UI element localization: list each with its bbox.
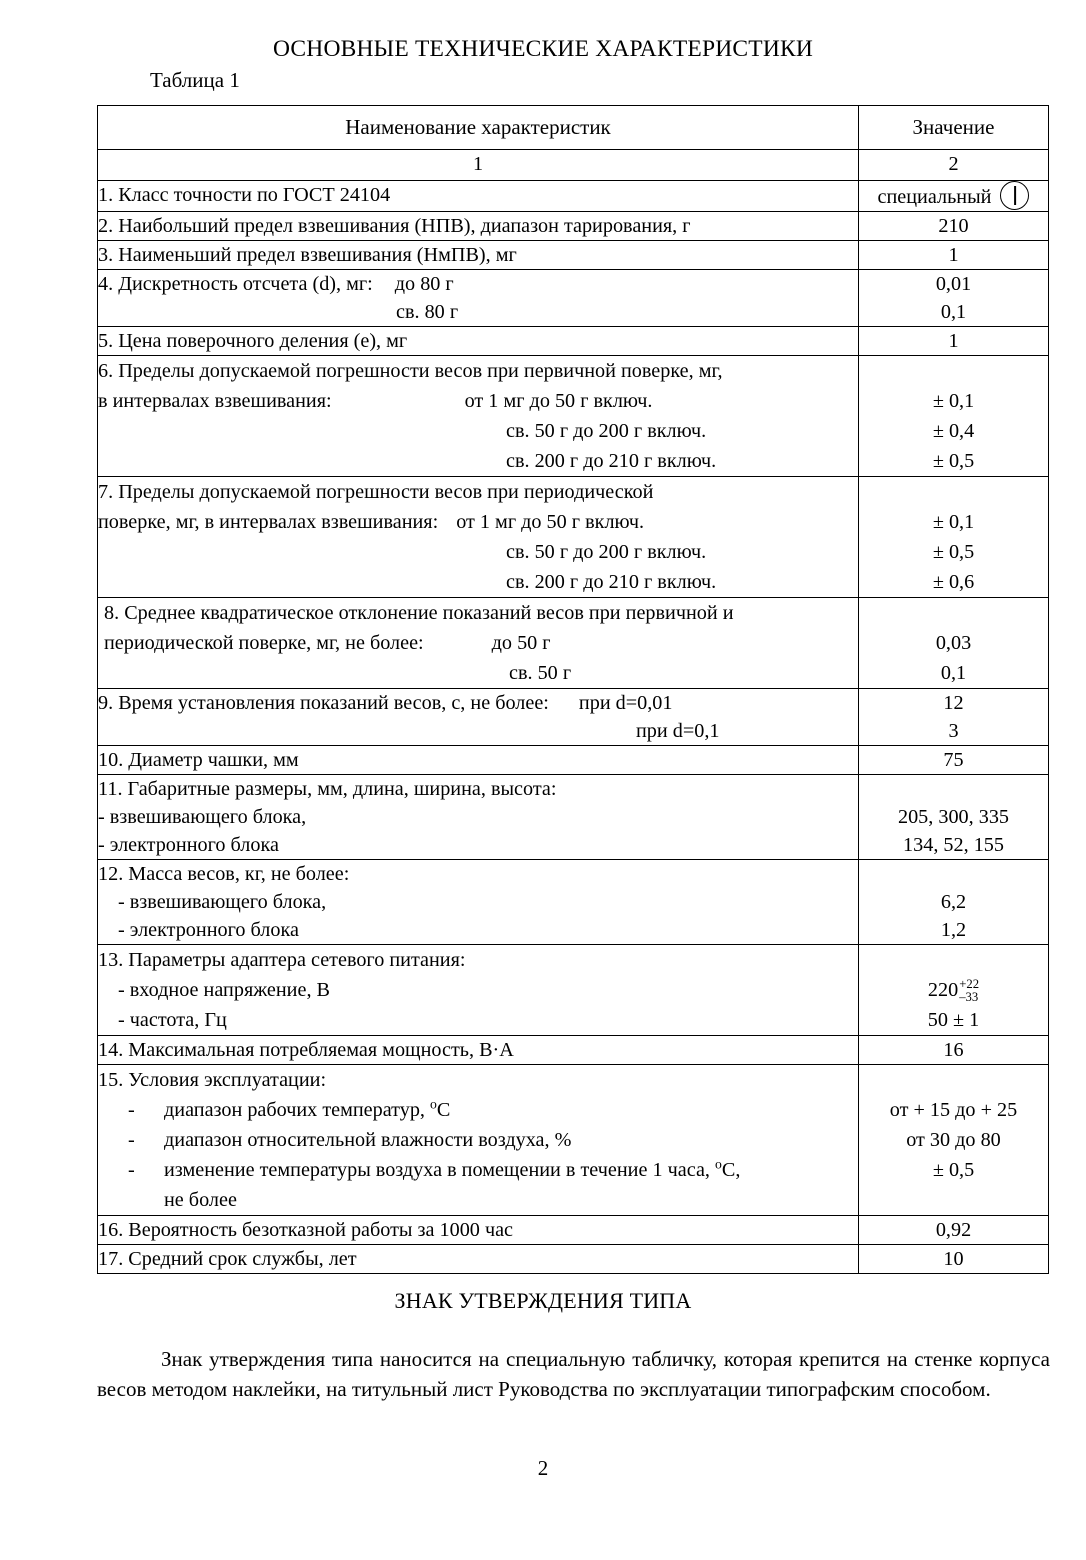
row-7-sub-3: св. 200 г до 210 г включ. xyxy=(506,570,717,593)
table-column-number-row xyxy=(98,150,1049,180)
bullet-dash-icon: - xyxy=(128,1158,135,1181)
table-row xyxy=(98,1244,1049,1273)
row-7-value xyxy=(859,476,1049,597)
row-6-value-2: ± 0,4 xyxy=(932,419,975,442)
row-12-head: 12. Масса весов, кг, не более: xyxy=(98,862,350,885)
row-8-value-2: 0,1 xyxy=(940,661,967,684)
table-row xyxy=(98,240,1049,269)
row-6-head: 6. Пределы допускаемой погрешности весов при первичной поверке, мг, xyxy=(98,359,723,382)
row-15-value-1: от + 15 до + 25 xyxy=(889,1098,1018,1121)
row-7-sub-2: св. 50 г до 200 г включ. xyxy=(506,540,707,563)
row-11-value-2: 134, 52, 155 xyxy=(903,833,1004,856)
row-6-name xyxy=(98,355,859,476)
row-16-text: 16. Вероятность безотказной работы за 1000 час xyxy=(98,1218,514,1241)
row-13-voltage-value: 220 xyxy=(927,978,959,1001)
row-11-value-1: 205, 300, 335 xyxy=(897,805,1010,828)
column-number-1: 1 xyxy=(98,150,859,180)
row-13-frequency-value: 50 ± 1 xyxy=(927,1008,980,1031)
row-2-value xyxy=(859,211,1049,240)
row-8-value xyxy=(859,597,1049,688)
row-4-name xyxy=(98,269,859,326)
voltage-tolerance-lower: –33 xyxy=(959,989,979,1004)
row-17-name xyxy=(98,1244,859,1273)
row-6-value-3: ± 0,5 xyxy=(932,449,975,472)
approval-section-paragraph: Знак утверждения типа наносится на специальную табличку, которая крепится на стенке корпуса весов методом наклейки, на титульный лист Руководства по эксплуатации типографским способом. xyxy=(97,1347,1050,1401)
table-row xyxy=(98,1215,1049,1244)
row-16-value-text: 0,92 xyxy=(935,1218,972,1241)
row-3-value xyxy=(859,240,1049,269)
row-15-bullet-1: диапазон рабочих температур, xyxy=(164,1098,431,1121)
row-1-text: 1. Класс точности по ГОСТ 24104 xyxy=(98,183,391,206)
row-15-head: 15. Условия эксплуатации: xyxy=(98,1068,327,1091)
bullet-dash-icon: - xyxy=(128,1098,135,1121)
degree-unit-1: C xyxy=(436,1098,451,1121)
degree-symbol-1: o xyxy=(430,1095,437,1111)
row-15-bullet-2: диапазон относительной влажности воздуха, % xyxy=(164,1128,572,1151)
specifications-table xyxy=(97,105,1049,1274)
row-8-sub-1: до 50 г xyxy=(491,631,551,654)
row-14-text: 14. Максимальная потребляемая мощность, В·А xyxy=(98,1038,514,1061)
row-10-name xyxy=(98,745,859,774)
table-row xyxy=(98,688,1049,745)
row-12-value xyxy=(859,859,1049,944)
row-9-value-1: 12 xyxy=(943,691,964,714)
voltage-tolerance xyxy=(959,978,979,1004)
approval-section-title: ЗНАК УТВЕРЖДЕНИЯ ТИПА xyxy=(394,1288,692,1313)
row-2-text: 2. Наибольший предел взвешивания (НПВ), диапазон тарирования, г xyxy=(98,214,691,237)
row-15-name: 15. Условия эксплуатации: - диапазон рабочих температур, $^o$C - диапазон относительной влажности воздуха, % - изменение температуры воздуха в помещении в течение 1 часа, $^o$C, не более xyxy=(98,1064,859,1215)
row-9-sub-2: при d=0,1 xyxy=(636,719,720,742)
column-number-2: 2 xyxy=(859,150,1049,180)
row-16-name xyxy=(98,1215,859,1244)
row-12-value-2: 1,2 xyxy=(940,918,967,941)
row-9-sub-1: при d=0,01 xyxy=(578,691,673,714)
row-17-value-text: 10 xyxy=(943,1247,964,1270)
table-row xyxy=(98,476,1049,597)
row-7-label: поверке, мг, в интервалах взвешивания: xyxy=(98,510,439,533)
table-row xyxy=(98,269,1049,326)
row-1-value-text: специальный xyxy=(877,185,992,208)
row-4-value-1: 0,01 xyxy=(935,272,972,295)
table-caption: Таблица 1 xyxy=(150,68,240,92)
row-2-name xyxy=(98,211,859,240)
bullet-dash-icon: - xyxy=(128,1128,135,1151)
row-3-value-text: 1 xyxy=(948,243,959,266)
row-6-value xyxy=(859,355,1049,476)
row-4-sub-1: до 80 г xyxy=(394,272,454,295)
row-2-value-text: 210 xyxy=(938,214,969,237)
row-15-value xyxy=(859,1064,1049,1215)
row-7-name xyxy=(98,476,859,597)
row-10-value-text: 75 xyxy=(943,748,964,771)
row-14-value xyxy=(859,1035,1049,1064)
row-6-sub-3: св. 200 г до 210 г включ. xyxy=(506,449,717,472)
row-15-bullet-3: изменение температуры воздуха в помещении в течение 1 часа, xyxy=(164,1158,715,1181)
table-row xyxy=(98,859,1049,944)
header-value: Значение xyxy=(859,106,1049,150)
row-1-value xyxy=(859,180,1049,211)
row-17-value xyxy=(859,1244,1049,1273)
header-characteristic-name: Наименование характеристик xyxy=(98,106,859,150)
row-13-name xyxy=(98,944,859,1035)
table-row xyxy=(98,597,1049,688)
row-8-label: периодической поверке, мг, не более: xyxy=(104,631,424,654)
row-12-value-1: 6,2 xyxy=(940,890,967,913)
row-13-sub-2: - частота, Гц xyxy=(118,1008,227,1031)
row-11-value xyxy=(859,774,1049,859)
row-11-head: 11. Габаритные размеры, мм, длина, ширина, высота: xyxy=(98,777,557,800)
row-6-value-1: ± 0,1 xyxy=(932,389,975,412)
row-4-sub-2: св. 80 г xyxy=(396,300,459,323)
row-4-value-2: 0,1 xyxy=(940,300,967,323)
row-14-name xyxy=(98,1035,859,1064)
accuracy-class-special-icon xyxy=(1000,181,1029,210)
row-5-value xyxy=(859,326,1049,355)
table-header-row xyxy=(98,106,1049,150)
row-15-value-2: от 30 до 80 xyxy=(906,1128,1001,1151)
row-12-name xyxy=(98,859,859,944)
row-17-text: 17. Средний срок службы, лет xyxy=(98,1247,357,1270)
row-7-value-3: ± 0,6 xyxy=(932,570,975,593)
page-title: ОСНОВНЫЕ ТЕХНИЧЕСКИЕ ХАРАКТЕРИСТИКИ xyxy=(272,36,814,62)
degree-unit-2: C xyxy=(721,1158,736,1181)
row-13-head: 13. Параметры адаптера сетевого питания: xyxy=(98,948,466,971)
row-6-sub-1: от 1 мг до 50 г включ. xyxy=(464,389,653,412)
row-10-value xyxy=(859,745,1049,774)
row-13-value xyxy=(859,944,1049,1035)
table-row xyxy=(98,944,1049,1035)
page-number: 2 xyxy=(537,1456,549,1480)
row-9-value-2: 3 xyxy=(948,719,959,742)
degree-symbol-2: o xyxy=(715,1155,722,1171)
row-9-name xyxy=(98,688,859,745)
row-5-value-text: 1 xyxy=(948,329,959,352)
row-5-text: 5. Цена поверочного деления (e), мг xyxy=(98,329,408,352)
row-15-bullet-3-tail: не более xyxy=(164,1188,237,1211)
row-9-value xyxy=(859,688,1049,745)
row-7-value-2: ± 0,5 xyxy=(932,540,975,563)
row-7-head: 7. Пределы допускаемой погрешности весов при периодической xyxy=(98,480,654,503)
row-10-text: 10. Диаметр чашки, мм xyxy=(98,748,299,771)
row-8-value-1: 0,03 xyxy=(935,631,972,654)
table-row xyxy=(98,211,1049,240)
row-12-sub-2: - электронного блока xyxy=(118,918,299,941)
row-11-name xyxy=(98,774,859,859)
row-4-value xyxy=(859,269,1049,326)
table-row xyxy=(98,326,1049,355)
row-9-label: 9. Время установления показаний весов, с, не более: xyxy=(98,691,549,714)
row-4-main-text: 4. Дискретность отсчета (d), мг: xyxy=(98,272,373,295)
row-16-value xyxy=(859,1215,1049,1244)
row-12-sub-1: - взвешивающего блока, xyxy=(118,890,327,913)
row-1-name xyxy=(98,180,859,211)
row-13-sub-1: - входное напряжение, В xyxy=(118,978,331,1001)
voltage-tolerance-upper: +22 xyxy=(959,976,980,991)
row-14-value-text: 16 xyxy=(943,1038,964,1061)
row-11-sub-1: - взвешивающего блока, xyxy=(98,805,307,828)
row-11-sub-2: - электронного блока xyxy=(98,833,279,856)
row-8-head: 8. Среднее квадратическое отклонение показаний весов при первичной и xyxy=(104,601,734,624)
table-row xyxy=(98,745,1049,774)
row-7-value-1: ± 0,1 xyxy=(932,510,975,533)
row-6-sub-2: св. 50 г до 200 г включ. xyxy=(506,419,707,442)
row-3-name xyxy=(98,240,859,269)
row-7-sub-1: от 1 мг до 50 г включ. xyxy=(456,510,645,533)
row-15-value-3: ± 0,5 xyxy=(932,1158,975,1181)
row-3-text: 3. Наименьший предел взвешивания (НмПВ), мг xyxy=(98,243,517,266)
table-row xyxy=(98,774,1049,859)
row-6-label: в интервалах взвешивания: xyxy=(98,389,332,412)
row-8-sub-2: св. 50 г xyxy=(509,661,572,684)
table-row xyxy=(98,180,1049,211)
row-5-name xyxy=(98,326,859,355)
table-row xyxy=(98,1064,1049,1215)
row-8-name xyxy=(98,597,859,688)
table-row xyxy=(98,355,1049,476)
table-row xyxy=(98,1035,1049,1064)
